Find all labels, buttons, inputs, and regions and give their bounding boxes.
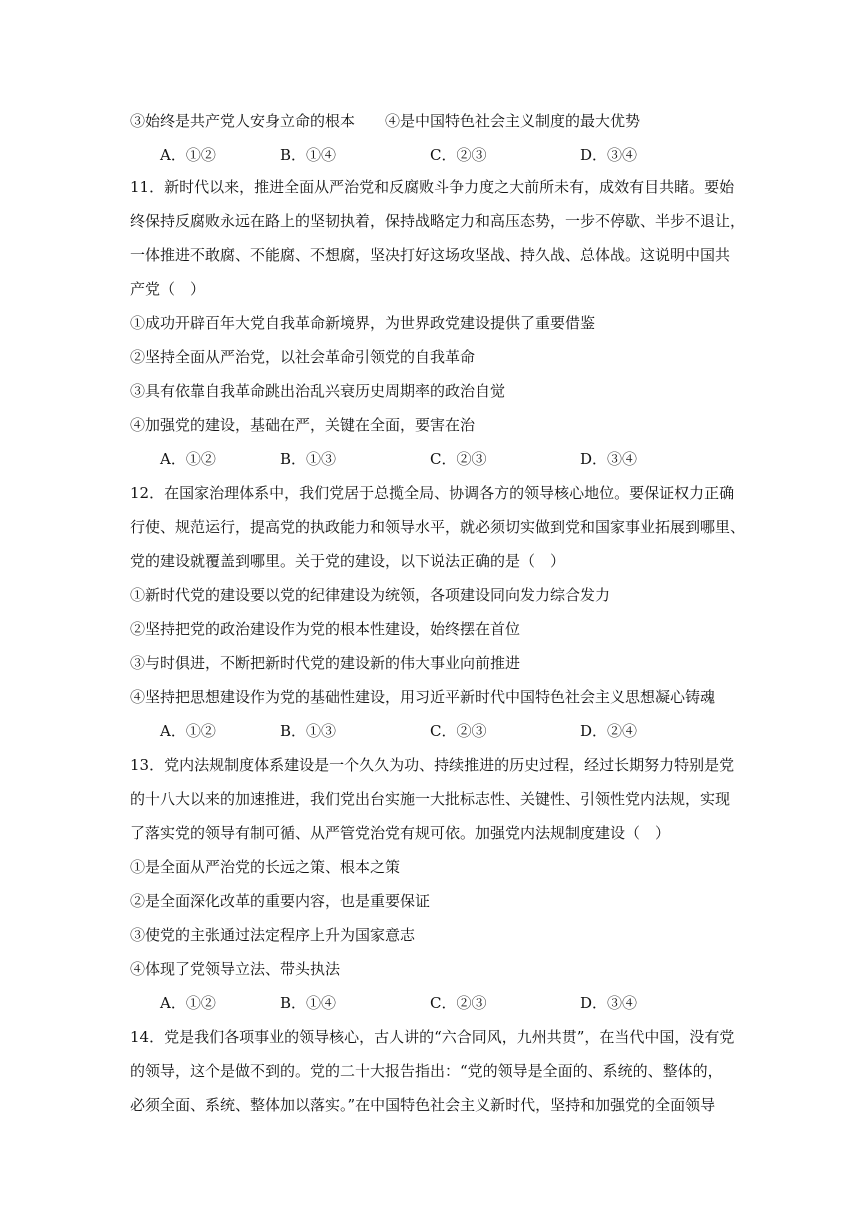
choice-option-d: D．③④ bbox=[580, 994, 638, 1012]
q11-choices bbox=[160, 449, 680, 469]
choice-option-a: A．①② bbox=[160, 722, 216, 740]
choice-option-c: C．②③ bbox=[430, 722, 487, 740]
q12-stmt-1-line: ①新时代党的建设要以党的纪律建设为统领，各项建设同向发力综合发力 bbox=[130, 586, 611, 604]
choice-option-b: B．①④ bbox=[280, 146, 337, 164]
choice-option-c: C．②③ bbox=[430, 146, 487, 164]
prev-choices bbox=[160, 145, 680, 165]
q11-stem-1-line: 11．新时代以来，推进全面从严治党和反腐败斗争力度之大前所未有，成效有目共睹。要始 bbox=[130, 178, 735, 196]
q12-stem-1-line: 12．在国家治理体系中，我们党居于总揽全局、协调各方的领导核心地位。要保证权力正确 bbox=[130, 484, 735, 502]
choice-option-c: C．②③ bbox=[430, 994, 487, 1012]
choice-option-d: D．③④ bbox=[580, 450, 638, 468]
q14-stem-3-line: 必须全面、系统、整体加以落实。”在中国特色社会主义新时代，坚持和加强党的全面领导 bbox=[130, 1096, 716, 1114]
q13-stmt-3-line: ③使党的主张通过法定程序上升为国家意志 bbox=[130, 926, 416, 944]
choice-option-c: C．②③ bbox=[430, 450, 487, 468]
q14-stem-2-line: 的领导，这个是做不到的。党的二十大报告指出：“党的领导是全面的、系统的、整体的， bbox=[130, 1062, 723, 1080]
q12-stem-2-line: 行使、规范运行，提高党的执政能力和领导水平，就必须切实做到党和国家事业拓展到哪里、 bbox=[130, 518, 746, 536]
q13-stmt-1-line: ①是全面从严治党的长远之策、根本之策 bbox=[130, 858, 401, 876]
q11-stmt-3-line: ③具有依靠自我革命跳出治乱兴衰历史周期率的政治自觉 bbox=[130, 382, 506, 400]
choice-option-a: A．①② bbox=[160, 450, 216, 468]
q13-stem-2-line: 的十八大以来的加速推进，我们党出台实施一大批标志性、关键性、引领性党内法规，实现 bbox=[130, 790, 731, 808]
choice-option-a: A．①② bbox=[160, 146, 216, 164]
choice-option-b: B．①③ bbox=[280, 722, 337, 740]
prev-stmt-34-line: ③始终是共产党人安身立命的根本 ④是中国特色社会主义制度的最大优势 bbox=[130, 112, 641, 130]
q12-stem-3-line: 党的建设就覆盖到哪里。关于党的建设，以下说法正确的是（ ） bbox=[130, 552, 566, 570]
q13-stmt-2-line: ②是全面深化改革的重要内容，也是重要保证 bbox=[130, 892, 431, 910]
choice-option-b: B．①④ bbox=[280, 994, 337, 1012]
q13-stem-3-line: 了落实党的领导有制可循、从严管党治党有规可依。加强党内法规制度建设（ ） bbox=[130, 824, 671, 842]
q11-stem-4-line: 产党（ ） bbox=[130, 280, 206, 298]
q13-stmt-4-line: ④体现了党领导立法、带头执法 bbox=[130, 960, 341, 978]
q13-choices bbox=[160, 993, 680, 1013]
q11-stmt-4-line: ④加强党的建设，基础在严，关键在全面，要害在治 bbox=[130, 416, 476, 434]
choice-option-b: B．①③ bbox=[280, 450, 337, 468]
q11-stmt-1-line: ①成功开辟百年大党自我革命新境界，为世界政党建设提供了重要借鉴 bbox=[130, 314, 596, 332]
q12-stmt-2-line: ②坚持把党的政治建设作为党的根本性建设，始终摆在首位 bbox=[130, 620, 521, 638]
q13-stem-1-line: 13．党内法规制度体系建设是一个久久为功、持续推进的历史过程，经过长期努力特别是党 bbox=[130, 756, 735, 774]
q11-stmt-2-line: ②坚持全面从严治党，以社会革命引领党的自我革命 bbox=[130, 348, 476, 366]
choice-option-a: A．①② bbox=[160, 994, 216, 1012]
q12-stmt-3-line: ③与时俱进，不断把新时代党的建设新的伟大事业向前推进 bbox=[130, 654, 521, 672]
q12-stmt-4-line: ④坚持把思想建设作为党的基础性建设，用习近平新时代中国特色社会主义思想凝心铸魂 bbox=[130, 688, 716, 706]
choice-option-d: D．③④ bbox=[580, 146, 638, 164]
q11-stem-2-line: 终保持反腐败永远在路上的坚韧执着，保持战略定力和高压态势，一步不停歇、半步不退让， bbox=[130, 212, 746, 230]
q11-stem-3-line: 一体推进不敢腐、不能腐、不想腐，坚决打好这场攻坚战、持久战、总体战。这说明中国共 bbox=[130, 246, 731, 264]
q12-choices bbox=[160, 721, 680, 741]
choice-option-d: D．②④ bbox=[580, 722, 638, 740]
q14-stem-1-line: 14．党是我们各项事业的领导核心，古人讲的“六合同风，九州共贯”，在当代中国，没有党 bbox=[130, 1028, 735, 1046]
